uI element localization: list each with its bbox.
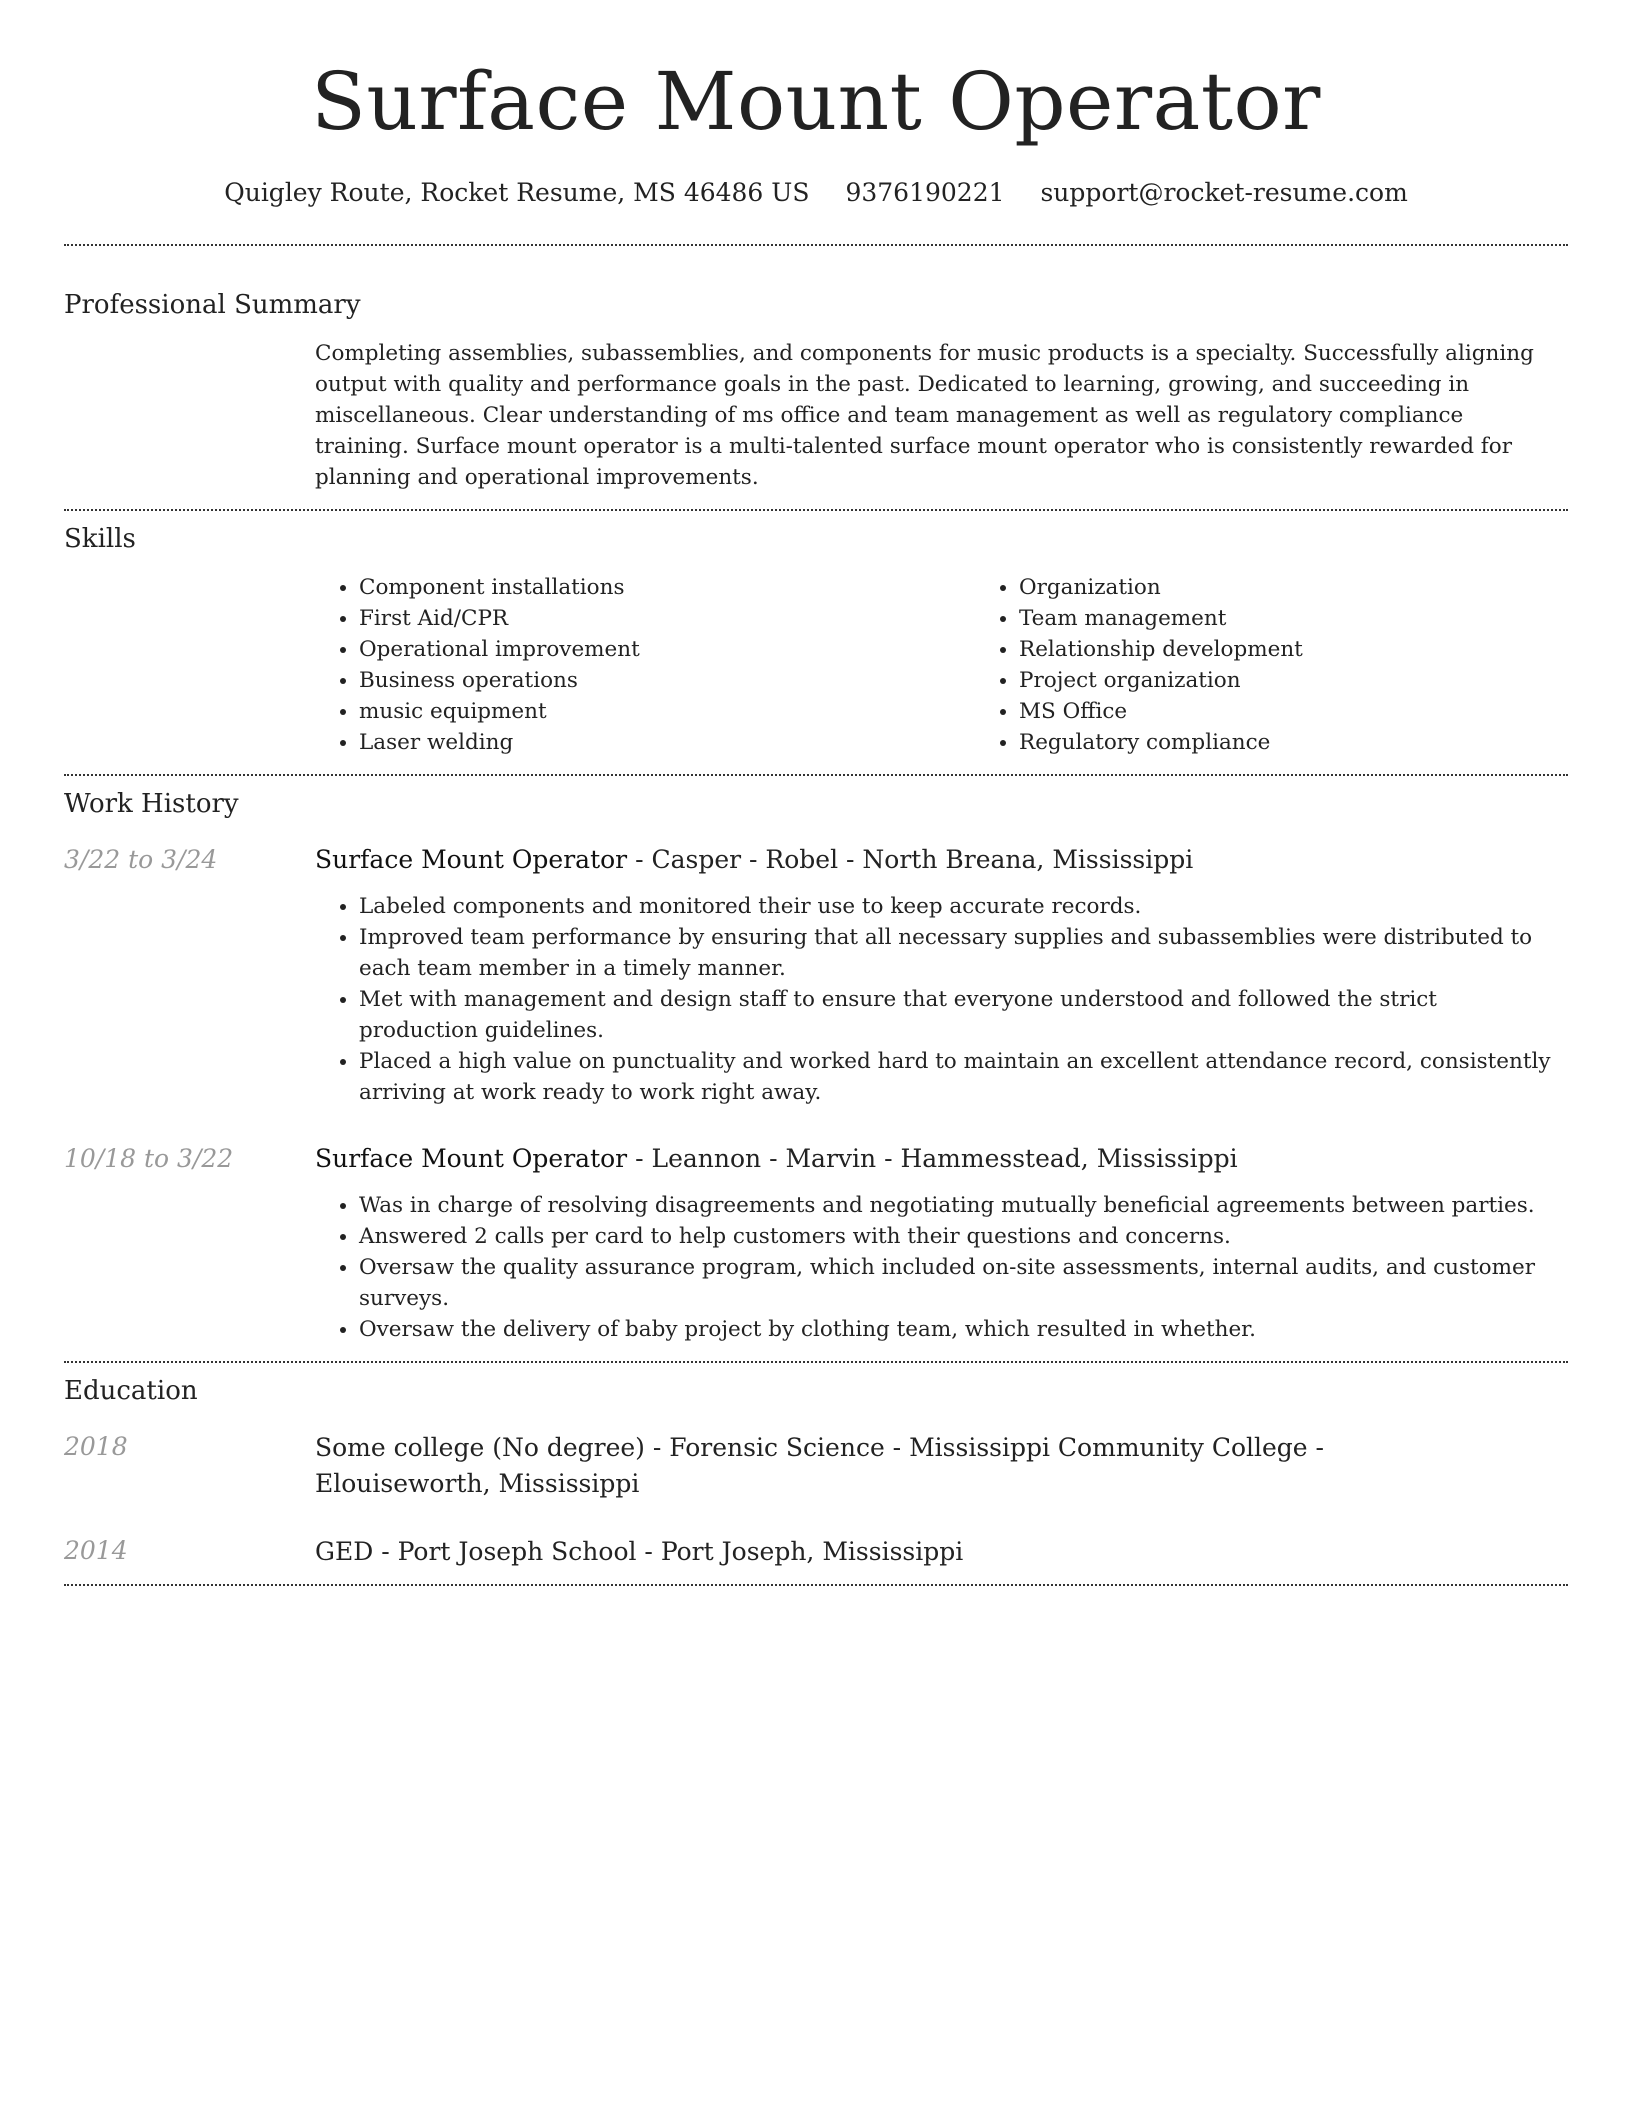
- education-year: 2014: [64, 1536, 128, 1565]
- contact-address: Quigley Route, Rocket Resume, MS 46486 US: [224, 178, 810, 207]
- education-title: GED - Port Joseph School - Port Joseph, Mississippi: [315, 1537, 964, 1566]
- job-bullet: • Labeled components and monitored their use to keep accurate records.: [359, 891, 1552, 922]
- skill-item: • Project organization: [1019, 665, 1632, 696]
- skill-item: • Laser welding: [359, 727, 975, 758]
- job-details: - Leannon - Marvin - Hammesstead, Mississippi: [627, 1144, 1238, 1173]
- skills-section: [64, 522, 1568, 758]
- job-role: Surface Mount Operator: [315, 845, 628, 874]
- job-title: [315, 1142, 1568, 1176]
- education-entry: [64, 1534, 1568, 1570]
- summary-section: [64, 288, 1568, 493]
- skill-item: • music equipment: [359, 696, 975, 727]
- job-bullet: • Was in charge of resolving disagreements and negotiating mutually beneficial agreements between parties.: [359, 1190, 1552, 1221]
- skill-item: • Regulatory compliance: [1019, 727, 1632, 758]
- skills-heading: Skills: [64, 524, 136, 554]
- job-dates: 10/18 to 3/22: [64, 1144, 234, 1173]
- skill-item: • Relationship development: [1019, 634, 1632, 665]
- skills-list-right: [975, 572, 1632, 758]
- skill-item: • Component installations: [359, 572, 975, 603]
- contact-email: support@rocket-resume.com: [1040, 178, 1408, 207]
- education-title: Some college (No degree) - Forensic Science - Mississippi Community College - Elouiseworth, Mississippi: [315, 1433, 1324, 1498]
- contact-phone: 9376190221: [845, 178, 1005, 207]
- job-bullet: • Oversaw the quality assurance program, which included on-site assessments, internal audits, and customer surveys.: [359, 1252, 1552, 1314]
- job-entry: [64, 1142, 1568, 1345]
- education-section: [64, 1374, 1568, 1570]
- education-year: 2018: [64, 1432, 128, 1461]
- skill-item: • MS Office: [1019, 696, 1632, 727]
- summary-text: Completing assemblies, subassemblies, and components for music products is a specialty. Successfully aligning output with quality and performance goals in the past. Dedicated to learning, growing, and succeeding in miscellaneous. Clear understanding of ms office and team management as well as regulatory compliance training. Surface mount operator is a multi-talented surface mount operator who is consistently rewarded for planning and operational improvements.: [315, 341, 1534, 490]
- work-heading: Work History: [64, 789, 239, 819]
- job-title: [315, 843, 1568, 877]
- job-bullets: [315, 1190, 1568, 1345]
- summary-heading: Professional Summary: [64, 290, 361, 320]
- divider: [64, 1584, 1568, 1586]
- job-bullet: • Oversaw the delivery of baby project by clothing team, which resulted in whether.: [359, 1314, 1552, 1345]
- education-heading: Education: [64, 1376, 198, 1406]
- skill-item: • Team management: [1019, 603, 1632, 634]
- divider: [64, 774, 1568, 776]
- job-entry: [64, 843, 1568, 1108]
- skill-item: • Business operations: [359, 665, 975, 696]
- skill-item: • First Aid/CPR: [359, 603, 975, 634]
- work-section: [64, 787, 1568, 1345]
- divider: [64, 509, 1568, 511]
- job-dates: 3/22 to 3/24: [64, 845, 218, 874]
- job-bullets: [315, 891, 1568, 1108]
- job-bullet: • Answered 2 calls per card to help customers with their questions and concerns.: [359, 1221, 1552, 1252]
- job-details: - Casper - Robel - North Breana, Mississippi: [627, 845, 1194, 874]
- education-entry: [64, 1430, 1568, 1502]
- job-bullet: • Met with management and design staff to ensure that everyone understood and followed the strict production guidelines.: [359, 984, 1552, 1046]
- resume-name: Surface Mount Operator: [311, 55, 1321, 148]
- skills-list-left: [315, 572, 975, 758]
- contact-line: [64, 176, 1568, 210]
- job-bullet: • Placed a high value on punctuality and worked hard to maintain an excellent attendance record, consistently arriving at work ready to work right away.: [359, 1046, 1552, 1108]
- divider: [64, 1361, 1568, 1363]
- job-bullet: • Improved team performance by ensuring that all necessary supplies and subassemblies were distributed to each team member in a timely manner.: [359, 922, 1552, 984]
- job-role: Surface Mount Operator: [315, 1144, 628, 1173]
- divider: [64, 244, 1568, 246]
- skill-item: • Operational improvement: [359, 634, 975, 665]
- skill-item: • Organization: [1019, 572, 1632, 603]
